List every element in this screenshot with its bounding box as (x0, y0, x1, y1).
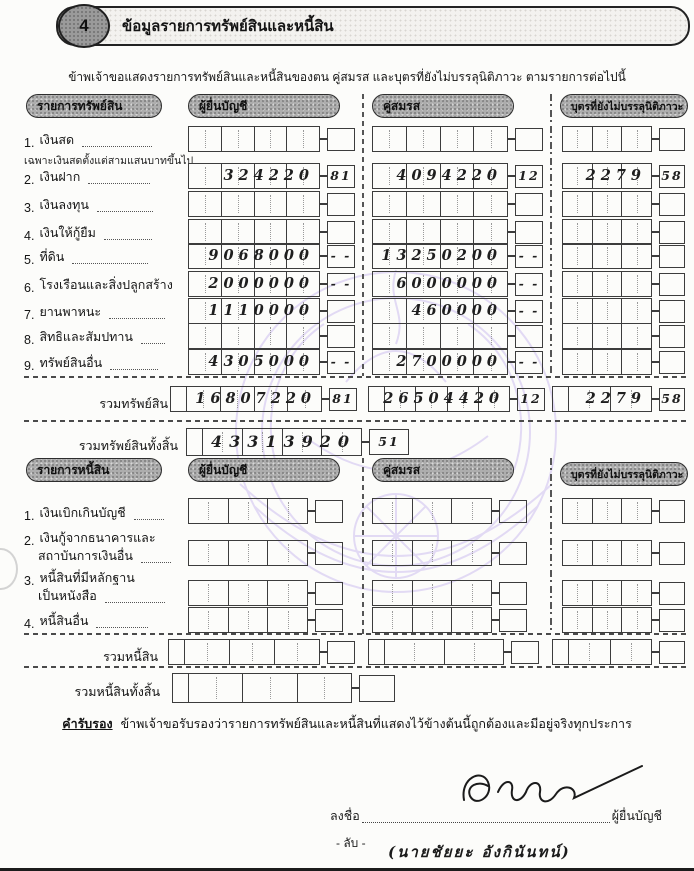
liability-row-label: 1. เงินเบิกเกินบัญชี (24, 503, 186, 523)
amount-field-loans-given-spouse[interactable] (372, 219, 543, 245)
signature-line[interactable] (330, 806, 662, 826)
asset-row-label: 9. ทรัพย์สินอื่น (24, 353, 186, 373)
amount-field-concessions-children[interactable] (562, 323, 685, 349)
amount-field-concessions-declarant[interactable] (188, 323, 355, 349)
amount-field-cash-declarant[interactable] (188, 126, 355, 152)
cash-threshold-note: เฉพาะเงินสดตั้งแต่สามแสนบาทขึ้นไป (24, 155, 194, 167)
liability-row-label-line2: สถาบันการเงินอื่น (38, 546, 186, 566)
amount-field-cash-children[interactable] (562, 126, 685, 152)
total-liabilities-spouse[interactable] (368, 639, 539, 665)
amount-field-concessions-spouse[interactable] (372, 323, 543, 349)
total-assets-children[interactable]: 2279 58 (552, 386, 685, 412)
intro-statement: ข้าพเจ้าขอแสดงรายการทรัพย์สินและหนี้สินของตน คู่สมรส และบุตรที่ยังไม่บรรลุนิติภาวะ ตามรายการต่อไปนี้ (68, 70, 626, 84)
amount-field-vehicles-spouse[interactable]: 460000 - - (372, 298, 543, 324)
section-header-bar (56, 6, 690, 46)
liability-bank-loans-declarant[interactable] (188, 540, 343, 566)
section-title: ข้อมูลรายการทรัพย์สินและหนี้สิน (122, 18, 334, 35)
grand-total-liabilities-label: รวมหนี้สินทั้งสิ้น (74, 685, 160, 699)
liability-documented-debt-spouse[interactable] (372, 580, 527, 606)
dashed-divider (24, 376, 688, 378)
amount-field-other-assets-spouse[interactable]: 2700000 - - (372, 349, 543, 375)
grand-total-assets-label: รวมทรัพย์สินทั้งสิ้น (78, 439, 178, 453)
amount-field-buildings-children[interactable] (562, 271, 685, 297)
amount-field-buildings-spouse[interactable]: 6000000 - - (372, 271, 543, 297)
certification-text: ข้าพเจ้าขอรับรองว่ารายการทรัพย์สินและหนี้สินที่แสดงไว้ข้างต้นนี้ถูกต้องและมีอยู่จริงทุกประการ (120, 717, 632, 731)
liability-documented-debt-declarant[interactable] (188, 580, 343, 606)
amount-field-other-assets-declarant[interactable]: 4305000 - - (188, 349, 355, 375)
sign-prefix-label: ลงชื่อ (330, 809, 360, 823)
liabilities-spouse-pill: คู่สมรส (372, 458, 514, 482)
asset-row-label: 2. เงินฝาก (24, 167, 186, 187)
grand-total-assets-value[interactable]: 43313920 51 (186, 428, 409, 456)
asset-row-label: 6. โรงเรือนและสิ่งปลูกสร้าง (24, 278, 173, 295)
column-separator (550, 458, 552, 634)
liability-other-declarant[interactable] (188, 607, 343, 633)
liabilities-list-pill: รายการหนี้สิน (26, 458, 162, 482)
amount-field-deposits-spouse[interactable]: 4094220 12 (372, 163, 543, 189)
asset-row-label: 8. สิทธิและสัมปทาน (24, 327, 186, 347)
confidential-stamp: - ลับ - (336, 836, 366, 850)
certification-heading: คำรับรอง (62, 717, 113, 731)
assets-spouse-pill: คู่สมรส (372, 94, 514, 118)
total-assets-label: รวมทรัพย์สิน (99, 397, 168, 411)
column-separator (362, 458, 364, 634)
liability-row-label: 3. หนี้สินที่มีหลักฐาน (24, 571, 135, 588)
amount-field-buildings-declarant[interactable]: 2000000 - - (188, 271, 355, 297)
signer-role-label: ผู้ยื่นบัญชี (611, 809, 662, 823)
asset-row-label: 5. ที่ดิน (24, 247, 186, 267)
liability-other-spouse[interactable] (372, 607, 527, 633)
liability-bank-loans-children[interactable] (562, 540, 685, 566)
asset-row-label: 7. ยานพาหนะ (24, 302, 186, 322)
liability-other-children[interactable] (562, 607, 685, 633)
amount-field-deposits-children[interactable]: 2279 58 (562, 163, 685, 189)
liability-documented-debt-children[interactable] (562, 580, 685, 606)
liabilities-children-pill: บุตรที่ยังไม่บรรลุนิติภาวะ (560, 462, 688, 486)
asset-row-label: 1. เงินสด (24, 130, 186, 150)
assets-list-pill: รายการทรัพย์สิน (26, 94, 162, 118)
liability-bank-loans-spouse[interactable] (372, 540, 527, 566)
amount-field-cash-spouse[interactable] (372, 126, 543, 152)
section-number-badge: 4 (58, 4, 110, 48)
dashed-divider (24, 666, 688, 668)
asset-row-label: 4. เงินให้กู้ยืม (24, 223, 186, 243)
certification-statement (0, 714, 694, 734)
assets-children-pill: บุตรที่ยังไม่บรรลุนิติภาวะ (560, 94, 688, 118)
signature-dotted-line (362, 822, 610, 823)
amount-field-deposits-declarant[interactable]: 324220 81 (188, 163, 355, 189)
dashed-divider (24, 420, 688, 422)
column-separator (362, 94, 364, 376)
amount-field-investments-spouse[interactable] (372, 191, 543, 217)
scan-artifact (0, 548, 18, 590)
amount-field-other-assets-children[interactable] (562, 349, 685, 375)
liabilities-declarant-pill: ผู้ยื่นบัญชี (188, 458, 340, 482)
amount-field-land-spouse[interactable]: 13250200 - - (372, 243, 543, 269)
liability-overdraft-spouse[interactable] (372, 498, 527, 524)
assets-declarant-pill: ผู้ยื่นบัญชี (188, 94, 340, 118)
liability-overdraft-children[interactable] (562, 498, 685, 524)
asset-row-label: 3. เงินลงทุน (24, 195, 186, 215)
signer-name-handwritten: (นายชัยยะ อังกินันทน์) (388, 843, 571, 861)
grand-total-liabilities-value[interactable] (172, 673, 395, 703)
amount-field-vehicles-children[interactable] (562, 298, 685, 324)
liability-row-label: 2. เงินกู้จากธนาคารและ (24, 531, 156, 548)
total-assets-declarant[interactable]: 16807220 81 (170, 386, 357, 412)
dashed-divider (24, 633, 688, 635)
amount-field-investments-declarant[interactable] (188, 191, 355, 217)
amount-field-land-declarant[interactable]: 9068000 - - (188, 243, 355, 269)
total-liabilities-declarant[interactable] (168, 639, 355, 665)
amount-field-vehicles-declarant[interactable]: 1110000 (188, 298, 355, 324)
total-assets-spouse[interactable]: 26504420 12 (368, 386, 545, 412)
total-liabilities-children[interactable] (552, 639, 685, 665)
liability-row-label: 4. หนี้สินอื่น (24, 611, 186, 631)
amount-field-land-children[interactable] (562, 243, 685, 269)
total-liabilities-label: รวมหนี้สิน (103, 650, 158, 664)
liability-row-label-line2: เป็นหนังสือ (38, 586, 186, 606)
amount-field-loans-given-children[interactable] (562, 219, 685, 245)
liability-overdraft-declarant[interactable] (188, 498, 343, 524)
amount-field-loans-given-declarant[interactable] (188, 219, 355, 245)
amount-field-investments-children[interactable] (562, 191, 685, 217)
column-separator (550, 94, 552, 376)
